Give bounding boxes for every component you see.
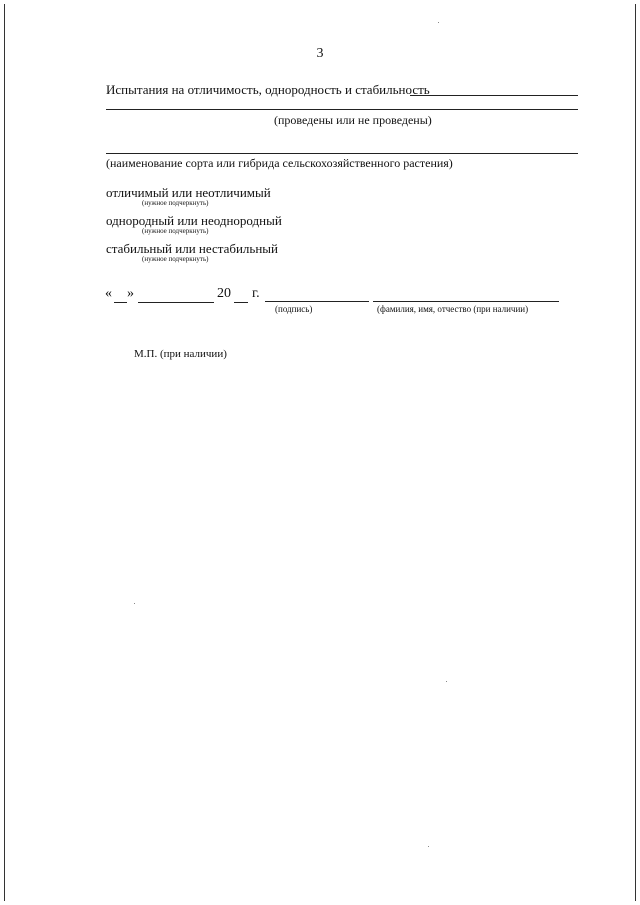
stamp-label: М.П. (при наличии) (134, 348, 227, 360)
criterion-note: (нужное подчеркнуть) (142, 227, 209, 235)
signature-line[interactable] (265, 301, 369, 302)
date-close-quote: » (127, 286, 134, 301)
date-month-line[interactable] (138, 302, 214, 303)
variety-name-line[interactable] (106, 153, 578, 154)
date-day-line[interactable] (114, 302, 127, 303)
variety-hint: (наименование сорта или гибрида сельскохозяйственного растения) (106, 156, 453, 170)
date-year-suffix: г. (252, 286, 260, 301)
tests-hint: (проведены или не проведены) (274, 113, 432, 127)
criterion-note: (нужное подчеркнуть) (142, 199, 209, 207)
full-name-line[interactable] (373, 301, 559, 302)
criterion-note: (нужное подчеркнуть) (142, 255, 209, 263)
page-number: 3 (316, 46, 324, 61)
tests-result-line[interactable] (410, 95, 578, 96)
signature-hint: (подпись) (275, 304, 313, 314)
criterion-uniformity[interactable]: однородный или неоднородный (106, 213, 282, 228)
scan-speck (428, 846, 429, 847)
scan-speck (134, 603, 135, 604)
full-name-hint: (фамилия, имя, отчество (при наличии) (377, 304, 529, 314)
scan-speck (446, 681, 447, 682)
date-year-line[interactable] (234, 302, 248, 303)
scan-speck (438, 22, 439, 23)
tests-result-line-2[interactable] (106, 109, 578, 110)
date-year-prefix: 20 (217, 286, 231, 301)
tests-label: Испытания на отличимость, однородность и стабильность (106, 82, 430, 97)
criterion-distinctness[interactable]: отличимый или неотличимый (106, 185, 271, 200)
page-border (4, 4, 636, 901)
criterion-stability[interactable]: стабильный или нестабильный (106, 241, 278, 256)
date-open-quote: « (105, 286, 112, 301)
